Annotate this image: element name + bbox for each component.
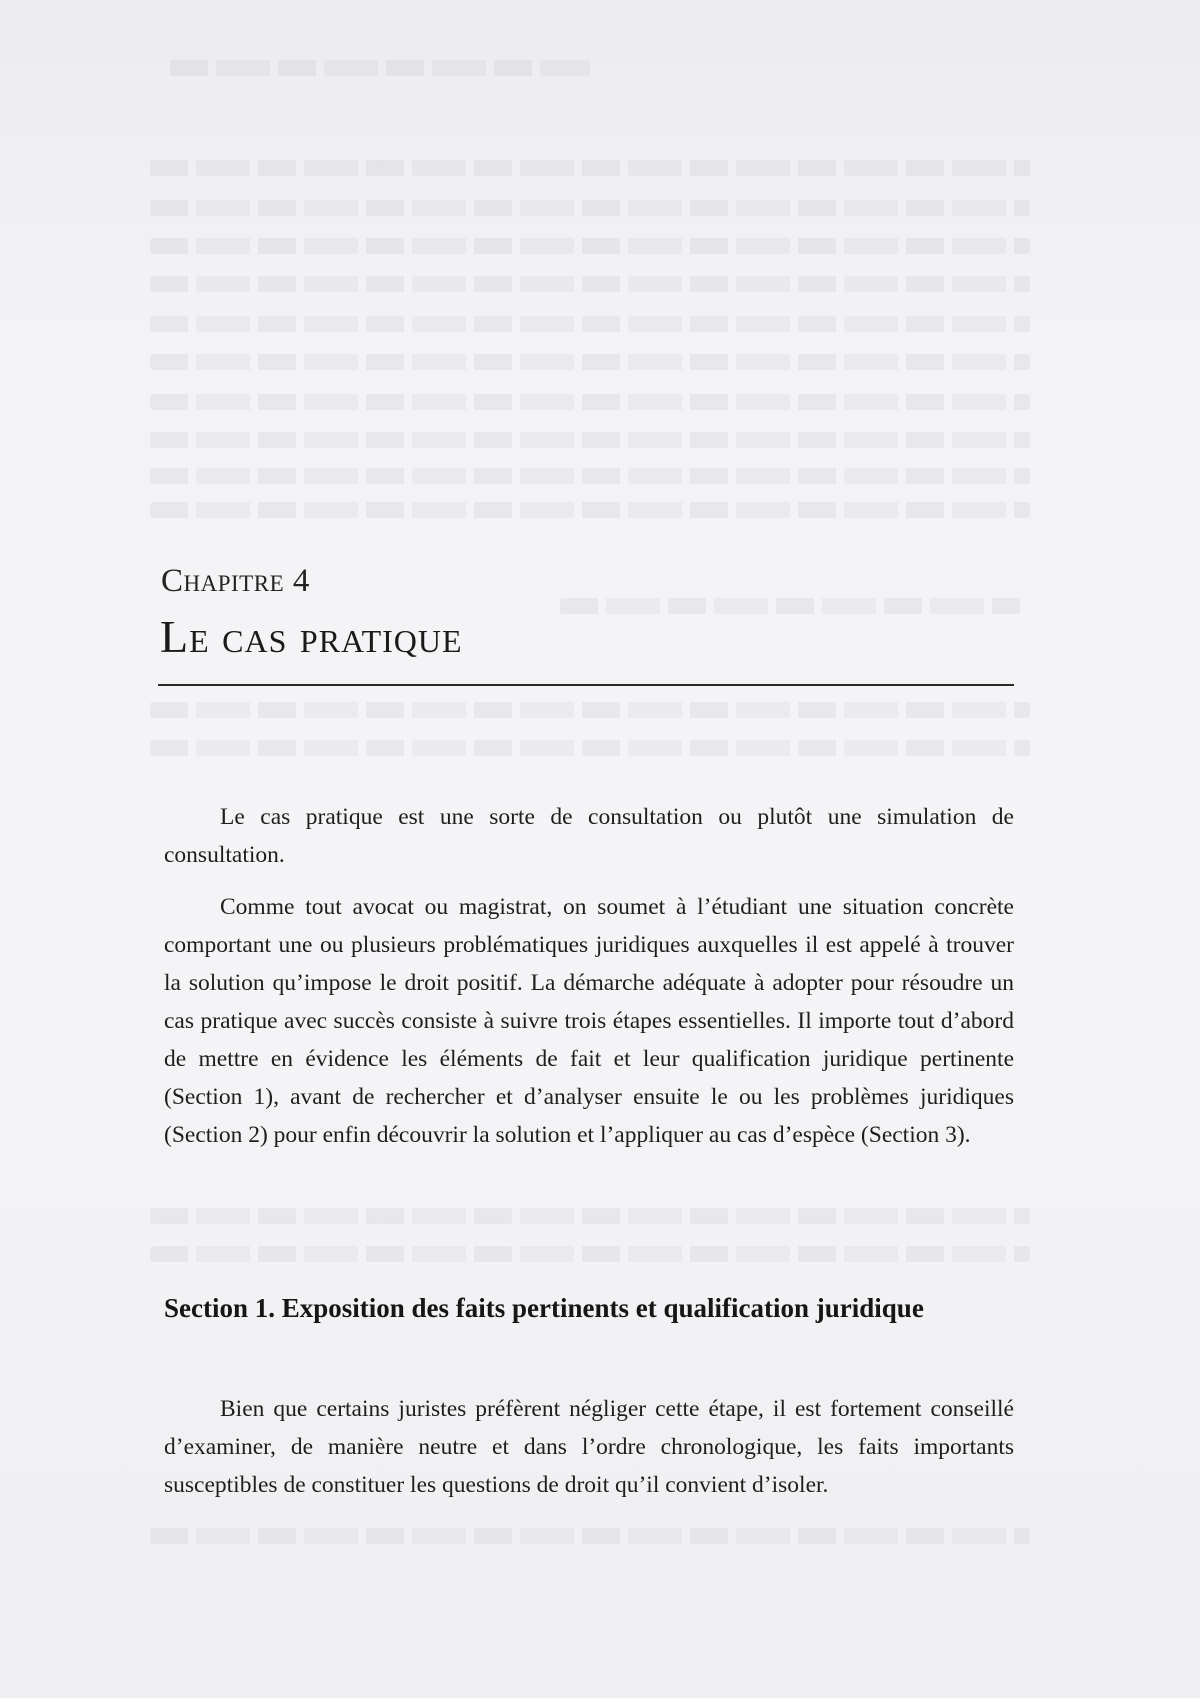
intro-paragraph-text: Le cas pratique est une sorte de consultation ou plutôt une simulation de consultation. [164, 804, 1014, 868]
section-heading: Section 1. Exposition des faits pertinents et qualification juridique [164, 1293, 924, 1323]
intro-paragraph [164, 798, 1014, 874]
bleed-through-line [150, 502, 1030, 518]
title-rule [158, 684, 1014, 686]
bleed-through-line [150, 160, 1030, 176]
bleed-through-line [150, 276, 1030, 292]
bleed-through-line [150, 354, 1030, 370]
method-paragraph [164, 888, 1014, 1154]
bleed-through-line [150, 316, 1030, 332]
section-paragraph-text: Bien que certains juristes préfèrent négliger cette étape, il est fortement conseillé d’examiner, de manière neutre et dans l’ordre chronologique, les faits importants susceptibles de constituer les questions de droit qu’il convient d’isoler. [164, 1396, 1014, 1498]
bleed-through-line [560, 598, 1020, 614]
bleed-through-line [170, 60, 590, 76]
bleed-through-line [150, 200, 1030, 216]
bleed-through-line [150, 468, 1030, 484]
section-paragraph [164, 1390, 1014, 1504]
bleed-through-line [150, 702, 1030, 718]
bleed-through-line [150, 432, 1030, 448]
chapter-title: Le cas pratique [160, 611, 463, 662]
method-paragraph-text: Comme tout avocat ou magistrat, on soumet à l’étudiant une situation concrète comportant une ou plusieurs problématiques juridiques auxquelles il est appelé à trouver la solution qu’impose le droit positif. La démarche adéquate à adopter pour résoudre un cas pratique avec succès consiste à suivre trois étapes essentielles. Il importe tout d’abord de mettre en évidence les éléments de fait et leur qualification juridique pertinente (Section 1), avant de rechercher et d’analyser ensuite le ou les problèmes juridiques (Section 2) pour enfin découvrir la solution et l’appliquer au cas d’espèce (Section 3). [164, 894, 1014, 1148]
bleed-through-line [150, 740, 1030, 756]
bleed-through-line [150, 1246, 1030, 1262]
bleed-through-line [150, 1528, 1030, 1544]
bleed-through-line [150, 394, 1030, 410]
chapter-number: Chapitre 4 [161, 563, 310, 599]
bleed-through-line [150, 238, 1030, 254]
bleed-through-line [150, 1208, 1030, 1224]
